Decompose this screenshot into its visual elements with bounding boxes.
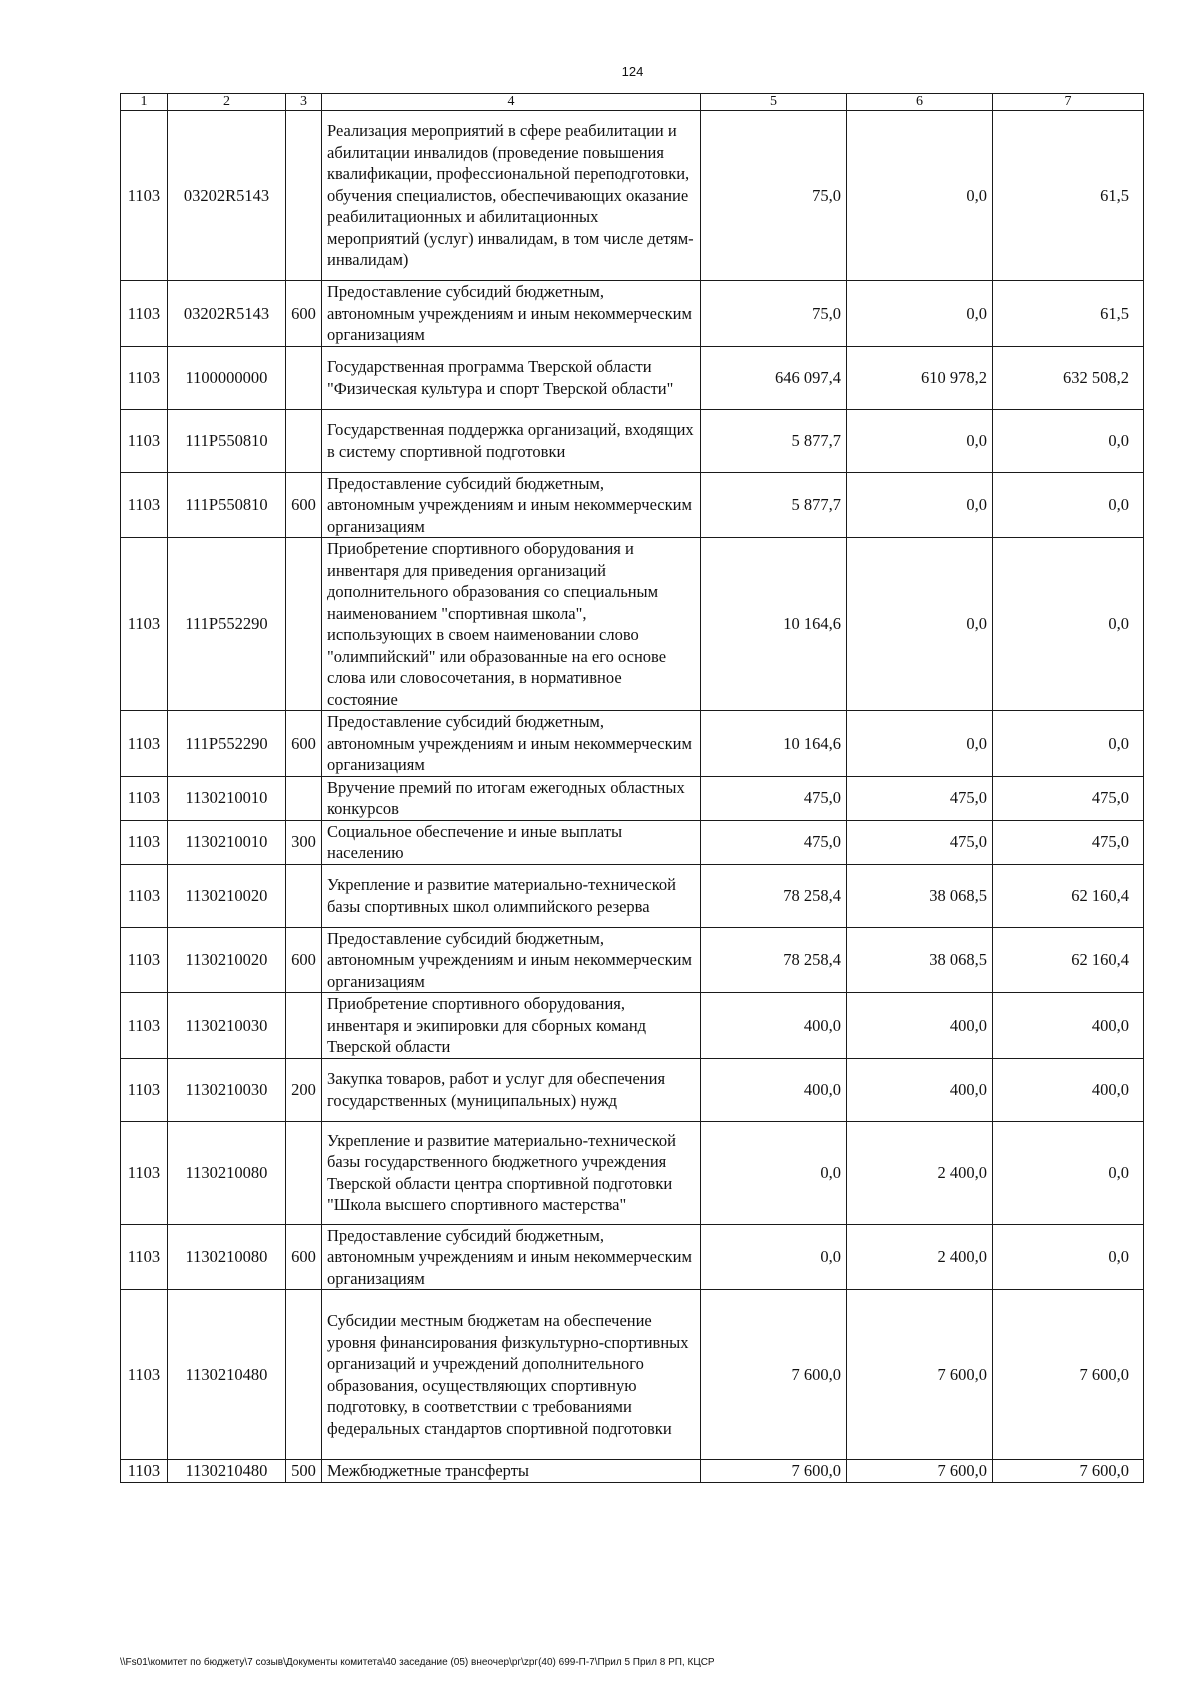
table-row bbox=[121, 538, 1144, 711]
column-header-5: 5 bbox=[701, 94, 847, 111]
amount-col7-cell: 0,0 bbox=[993, 711, 1144, 777]
target-article-code-cell: 1130210020 bbox=[168, 864, 286, 927]
item-name-cell: Приобретение спортивного оборудования, инвентаря и экипировки для сборных команд Тверской области bbox=[322, 993, 701, 1059]
file-path-footer: \\Fs01\комитет по бюджету\7 созыв\Документы комитета\40 заседание (05) внеочер\рг\zрг(40) 699-П-7\Прил 5 Прил 8 РП, КЦСР bbox=[120, 1657, 715, 1668]
amount-col7-cell: 400,0 bbox=[993, 993, 1144, 1059]
section-code-cell: 1103 bbox=[121, 111, 168, 281]
target-article-code-cell: 1130210080 bbox=[168, 1121, 286, 1224]
expense-type-code-cell bbox=[286, 864, 322, 927]
amount-col7-cell: 0,0 bbox=[993, 1224, 1144, 1290]
column-header-2: 2 bbox=[168, 94, 286, 111]
section-code-cell: 1103 bbox=[121, 711, 168, 777]
amount-col7-cell: 7 600,0 bbox=[993, 1460, 1144, 1483]
amount-col5-cell: 10 164,6 bbox=[701, 538, 847, 711]
amount-col5-cell: 475,0 bbox=[701, 776, 847, 820]
section-code-cell: 1103 bbox=[121, 820, 168, 864]
amount-col5-cell: 0,0 bbox=[701, 1224, 847, 1290]
page-number: 124 bbox=[621, 64, 644, 79]
section-code-cell: 1103 bbox=[121, 776, 168, 820]
section-code-cell: 1103 bbox=[121, 538, 168, 711]
section-code-cell: 1103 bbox=[121, 1121, 168, 1224]
target-article-code-cell: 1130210020 bbox=[168, 927, 286, 993]
item-name-cell: Государственная программа Тверской области "Физическая культура и спорт Тверской области" bbox=[322, 346, 701, 409]
table-row bbox=[121, 776, 1144, 820]
amount-col7-cell: 475,0 bbox=[993, 820, 1144, 864]
table-row bbox=[121, 711, 1144, 777]
table-row bbox=[121, 1460, 1144, 1483]
item-name-cell: Закупка товаров, работ и услуг для обеспечения государственных (муниципальных) нужд bbox=[322, 1058, 701, 1121]
table-row bbox=[121, 346, 1144, 409]
item-name-cell: Предоставление субсидий бюджетным, автономным учреждениям и иным некоммерческим организациям bbox=[322, 927, 701, 993]
column-header-4: 4 bbox=[322, 94, 701, 111]
item-name-cell: Приобретение спортивного оборудования и инвентаря для приведения организаций дополнительного образования со специальным наименованием "спортивная школа", использующих в своем наименовании слово "олимпийский" или образованные на его основе слова или словосочетания, в нормативное состояние bbox=[322, 538, 701, 711]
amount-col5-cell: 5 877,7 bbox=[701, 409, 847, 472]
section-code-cell: 1103 bbox=[121, 409, 168, 472]
amount-col7-cell: 7 600,0 bbox=[993, 1290, 1144, 1460]
target-article-code-cell: 1130210080 bbox=[168, 1224, 286, 1290]
expense-type-code-cell bbox=[286, 346, 322, 409]
amount-col6-cell: 0,0 bbox=[847, 111, 993, 281]
table-row bbox=[121, 111, 1144, 281]
target-article-code-cell: 1130210010 bbox=[168, 776, 286, 820]
section-code-cell: 1103 bbox=[121, 864, 168, 927]
target-article-code-cell: 03202R5143 bbox=[168, 281, 286, 347]
amount-col7-cell: 400,0 bbox=[993, 1058, 1144, 1121]
column-header-1: 1 bbox=[121, 94, 168, 111]
expense-type-code-cell: 600 bbox=[286, 927, 322, 993]
amount-col5-cell: 0,0 bbox=[701, 1121, 847, 1224]
amount-col7-cell: 0,0 bbox=[993, 1121, 1144, 1224]
budget-table bbox=[120, 93, 1144, 1483]
section-code-cell: 1103 bbox=[121, 1224, 168, 1290]
amount-col6-cell: 0,0 bbox=[847, 538, 993, 711]
amount-col6-cell: 0,0 bbox=[847, 281, 993, 347]
column-number-header-row bbox=[121, 94, 1144, 111]
target-article-code-cell: 1130210480 bbox=[168, 1290, 286, 1460]
item-name-cell: Укрепление и развитие материально-технической базы государственного бюджетного учреждения Тверской области центра спортивной подготовки "Школа высшего спортивного мастерства" bbox=[322, 1121, 701, 1224]
target-article-code-cell: 111Р552290 bbox=[168, 711, 286, 777]
target-article-code-cell: 1130210030 bbox=[168, 993, 286, 1059]
section-code-cell: 1103 bbox=[121, 993, 168, 1059]
table-row bbox=[121, 1224, 1144, 1290]
table-row bbox=[121, 820, 1144, 864]
item-name-cell: Предоставление субсидий бюджетным, автономным учреждениям и иным некоммерческим организациям bbox=[322, 711, 701, 777]
column-header-6: 6 bbox=[847, 94, 993, 111]
item-name-cell: Социальное обеспечение и иные выплаты населению bbox=[322, 820, 701, 864]
amount-col6-cell: 38 068,5 bbox=[847, 864, 993, 927]
amount-col6-cell: 7 600,0 bbox=[847, 1290, 993, 1460]
amount-col5-cell: 78 258,4 bbox=[701, 927, 847, 993]
table-row bbox=[121, 1290, 1144, 1460]
item-name-cell: Предоставление субсидий бюджетным, автономным учреждениям и иным некоммерческим организациям bbox=[322, 281, 701, 347]
expense-type-code-cell bbox=[286, 1121, 322, 1224]
amount-col5-cell: 400,0 bbox=[701, 993, 847, 1059]
amount-col6-cell: 2 400,0 bbox=[847, 1224, 993, 1290]
item-name-cell: Предоставление субсидий бюджетным, автономным учреждениям и иным некоммерческим организациям bbox=[322, 472, 701, 538]
amount-col5-cell: 475,0 bbox=[701, 820, 847, 864]
amount-col5-cell: 400,0 bbox=[701, 1058, 847, 1121]
target-article-code-cell: 111Р550810 bbox=[168, 472, 286, 538]
amount-col5-cell: 7 600,0 bbox=[701, 1290, 847, 1460]
table-row bbox=[121, 1121, 1144, 1224]
table-row bbox=[121, 281, 1144, 347]
amount-col7-cell: 61,5 bbox=[993, 281, 1144, 347]
amount-col6-cell: 475,0 bbox=[847, 776, 993, 820]
item-name-cell: Укрепление и развитие материально-технической базы спортивных школ олимпийского резерва bbox=[322, 864, 701, 927]
amount-col7-cell: 0,0 bbox=[993, 409, 1144, 472]
expense-type-code-cell: 600 bbox=[286, 711, 322, 777]
amount-col6-cell: 7 600,0 bbox=[847, 1460, 993, 1483]
amount-col6-cell: 400,0 bbox=[847, 1058, 993, 1121]
item-name-cell: Государственная поддержка организаций, входящих в систему спортивной подготовки bbox=[322, 409, 701, 472]
amount-col7-cell: 61,5 bbox=[993, 111, 1144, 281]
amount-col6-cell: 38 068,5 bbox=[847, 927, 993, 993]
section-code-cell: 1103 bbox=[121, 346, 168, 409]
amount-col6-cell: 610 978,2 bbox=[847, 346, 993, 409]
table-row bbox=[121, 864, 1144, 927]
expense-type-code-cell: 600 bbox=[286, 281, 322, 347]
item-name-cell: Субсидии местным бюджетам на обеспечение уровня финансирования физкультурно-спортивных организаций и учреждений дополнительного образования, осуществляющих спортивную подготовку, в соответствии с требованиями федеральных стандартов спортивной подготовки bbox=[322, 1290, 701, 1460]
table-row bbox=[121, 409, 1144, 472]
amount-col6-cell: 0,0 bbox=[847, 711, 993, 777]
section-code-cell: 1103 bbox=[121, 281, 168, 347]
amount-col5-cell: 7 600,0 bbox=[701, 1460, 847, 1483]
table-row bbox=[121, 927, 1144, 993]
amount-col6-cell: 0,0 bbox=[847, 409, 993, 472]
expense-type-code-cell: 500 bbox=[286, 1460, 322, 1483]
amount-col6-cell: 2 400,0 bbox=[847, 1121, 993, 1224]
section-code-cell: 1103 bbox=[121, 1460, 168, 1483]
amount-col5-cell: 75,0 bbox=[701, 281, 847, 347]
amount-col7-cell: 475,0 bbox=[993, 776, 1144, 820]
expense-type-code-cell: 200 bbox=[286, 1058, 322, 1121]
table-row bbox=[121, 472, 1144, 538]
amount-col7-cell: 632 508,2 bbox=[993, 346, 1144, 409]
amount-col5-cell: 75,0 bbox=[701, 111, 847, 281]
budget-table-body bbox=[121, 111, 1144, 1483]
expense-type-code-cell bbox=[286, 409, 322, 472]
expense-type-code-cell: 600 bbox=[286, 472, 322, 538]
column-header-7: 7 bbox=[993, 94, 1144, 111]
expense-type-code-cell bbox=[286, 776, 322, 820]
amount-col6-cell: 400,0 bbox=[847, 993, 993, 1059]
target-article-code-cell: 1100000000 bbox=[168, 346, 286, 409]
amount-col6-cell: 0,0 bbox=[847, 472, 993, 538]
table-row bbox=[121, 993, 1144, 1059]
expense-type-code-cell: 300 bbox=[286, 820, 322, 864]
amount-col5-cell: 646 097,4 bbox=[701, 346, 847, 409]
column-header-3: 3 bbox=[286, 94, 322, 111]
expense-type-code-cell: 600 bbox=[286, 1224, 322, 1290]
amount-col5-cell: 10 164,6 bbox=[701, 711, 847, 777]
amount-col7-cell: 62 160,4 bbox=[993, 927, 1144, 993]
target-article-code-cell: 111Р552290 bbox=[168, 538, 286, 711]
amount-col6-cell: 475,0 bbox=[847, 820, 993, 864]
expense-type-code-cell bbox=[286, 1290, 322, 1460]
expense-type-code-cell bbox=[286, 993, 322, 1059]
table-row bbox=[121, 1058, 1144, 1121]
expense-type-code-cell bbox=[286, 538, 322, 711]
amount-col7-cell: 62 160,4 bbox=[993, 864, 1144, 927]
section-code-cell: 1103 bbox=[121, 472, 168, 538]
section-code-cell: 1103 bbox=[121, 927, 168, 993]
item-name-cell: Предоставление субсидий бюджетным, автономным учреждениям и иным некоммерческим организациям bbox=[322, 1224, 701, 1290]
expense-type-code-cell bbox=[286, 111, 322, 281]
amount-col5-cell: 5 877,7 bbox=[701, 472, 847, 538]
item-name-cell: Реализация мероприятий в сфере реабилитации и абилитации инвалидов (проведение повышения квалификации, профессиональной переподготовки, обучения специалистов, обеспечивающих оказание реабилитационных и абилитационных мероприятий (услуг) инвалидам, в том числе детям-инвалидам) bbox=[322, 111, 701, 281]
section-code-cell: 1103 bbox=[121, 1058, 168, 1121]
target-article-code-cell: 1130210480 bbox=[168, 1460, 286, 1483]
amount-col5-cell: 78 258,4 bbox=[701, 864, 847, 927]
item-name-cell: Вручение премий по итогам ежегодных областных конкурсов bbox=[322, 776, 701, 820]
section-code-cell: 1103 bbox=[121, 1290, 168, 1460]
item-name-cell: Межбюджетные трансферты bbox=[322, 1460, 701, 1483]
amount-col7-cell: 0,0 bbox=[993, 472, 1144, 538]
target-article-code-cell: 1130210010 bbox=[168, 820, 286, 864]
amount-col7-cell: 0,0 bbox=[993, 538, 1144, 711]
target-article-code-cell: 111Р550810 bbox=[168, 409, 286, 472]
target-article-code-cell: 1130210030 bbox=[168, 1058, 286, 1121]
target-article-code-cell: 03202R5143 bbox=[168, 111, 286, 281]
